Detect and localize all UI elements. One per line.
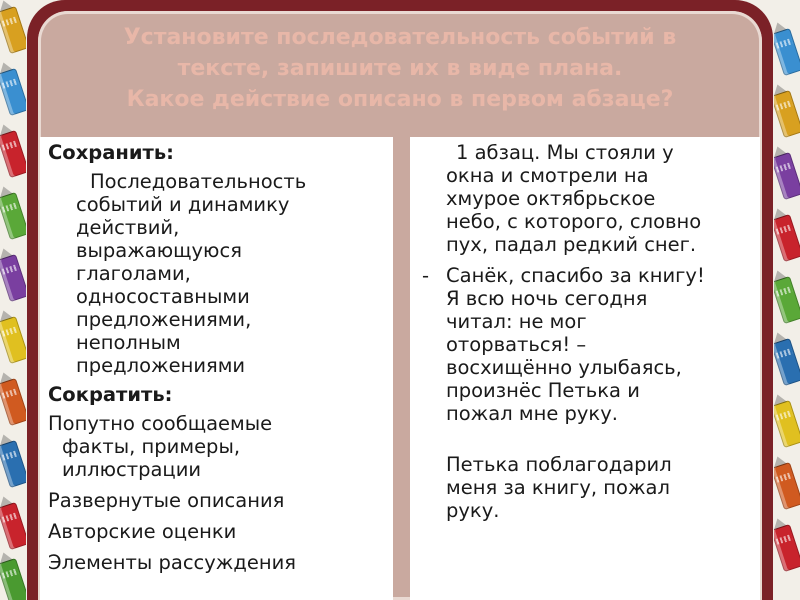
- crayon-decoration: [0, 130, 26, 178]
- crayon-decoration: [0, 440, 26, 488]
- crayon-decoration: [774, 28, 800, 76]
- crayon-decoration: [774, 400, 800, 448]
- title-line: Какое действие описано в первом абзаце?: [126, 87, 674, 112]
- title-line: Установите последовательность событий в: [123, 25, 677, 50]
- text-line: оторваться! –: [446, 333, 587, 356]
- text-line: пожал мне руку.: [446, 402, 618, 425]
- text-line: Санёк, спасибо за книгу!: [446, 264, 705, 287]
- text-line: Я всю ночь сегодня: [446, 287, 648, 310]
- crayon-decoration: [0, 502, 26, 550]
- text-line: факты, примеры,: [62, 435, 241, 458]
- text-line: произнёс Петька и: [446, 379, 640, 402]
- crayon-decoration: [774, 90, 800, 138]
- paragraph-3: [420, 453, 752, 522]
- keep-text: [48, 170, 393, 377]
- cut-item: Элементы рассуждения: [48, 551, 296, 574]
- cut-item: [48, 412, 393, 481]
- cut-item: Развернутые описания: [48, 489, 285, 512]
- crayon-decoration: [0, 254, 26, 302]
- text-line: хмурое октябрьское: [446, 187, 656, 210]
- crayon-decoration: [774, 524, 800, 572]
- text-line: меня за книгу, пожал: [446, 476, 670, 499]
- text-line: небо, с которого, словно: [446, 210, 702, 233]
- text-line: 1 абзац. Мы стояли у: [456, 141, 674, 164]
- text-line: восхищённо улыбаясь,: [446, 356, 682, 379]
- list-dash: -: [422, 264, 430, 287]
- text-line: выражающуюся: [76, 239, 242, 262]
- crayon-border-left: [0, 0, 26, 600]
- crayon-decoration: [0, 378, 26, 426]
- text-line: предложениями: [76, 354, 246, 377]
- left-panel: [40, 137, 393, 600]
- text-line: окна и смотрели на: [446, 164, 649, 187]
- crayon-decoration: [774, 276, 800, 324]
- text-line: односоставными: [76, 285, 250, 308]
- text-line: пух, падал редкий снег.: [446, 233, 697, 256]
- cut-item: Авторские оценки: [48, 520, 237, 543]
- text-line: предложениями,: [76, 308, 252, 331]
- crayon-decoration: [0, 6, 26, 54]
- keep-heading: Сохранить:: [48, 141, 174, 164]
- text-line: Последовательность: [90, 170, 307, 193]
- text-line: Петька поблагодарил: [446, 453, 672, 476]
- cut-heading: Сократить:: [48, 383, 173, 406]
- right-panel: [410, 137, 760, 600]
- slide-title: [45, 22, 755, 115]
- paragraph-2: [420, 264, 752, 425]
- title-line: тексте, запишите их в виде плана.: [177, 56, 623, 81]
- crayon-decoration: [774, 214, 800, 262]
- crayon-decoration: [0, 192, 26, 240]
- crayon-decoration: [774, 462, 800, 510]
- text-line: руку.: [446, 499, 500, 522]
- text-line: читал: не мог: [446, 310, 587, 333]
- crayon-decoration: [0, 316, 26, 364]
- crayon-decoration: [0, 558, 26, 600]
- text-line: иллюстрации: [62, 458, 202, 481]
- crayon-decoration: [774, 152, 800, 200]
- text-line: Попутно сообщаемые: [48, 412, 273, 435]
- paragraph-1: [420, 141, 752, 256]
- crayon-decoration: [774, 338, 800, 386]
- text-line: событий и динамику: [76, 193, 290, 216]
- text-line: действий,: [76, 216, 180, 239]
- text-line: глаголами,: [76, 262, 191, 285]
- crayon-decoration: [0, 68, 26, 116]
- crayon-border-right: [774, 0, 800, 600]
- text-line: неполным: [76, 331, 181, 354]
